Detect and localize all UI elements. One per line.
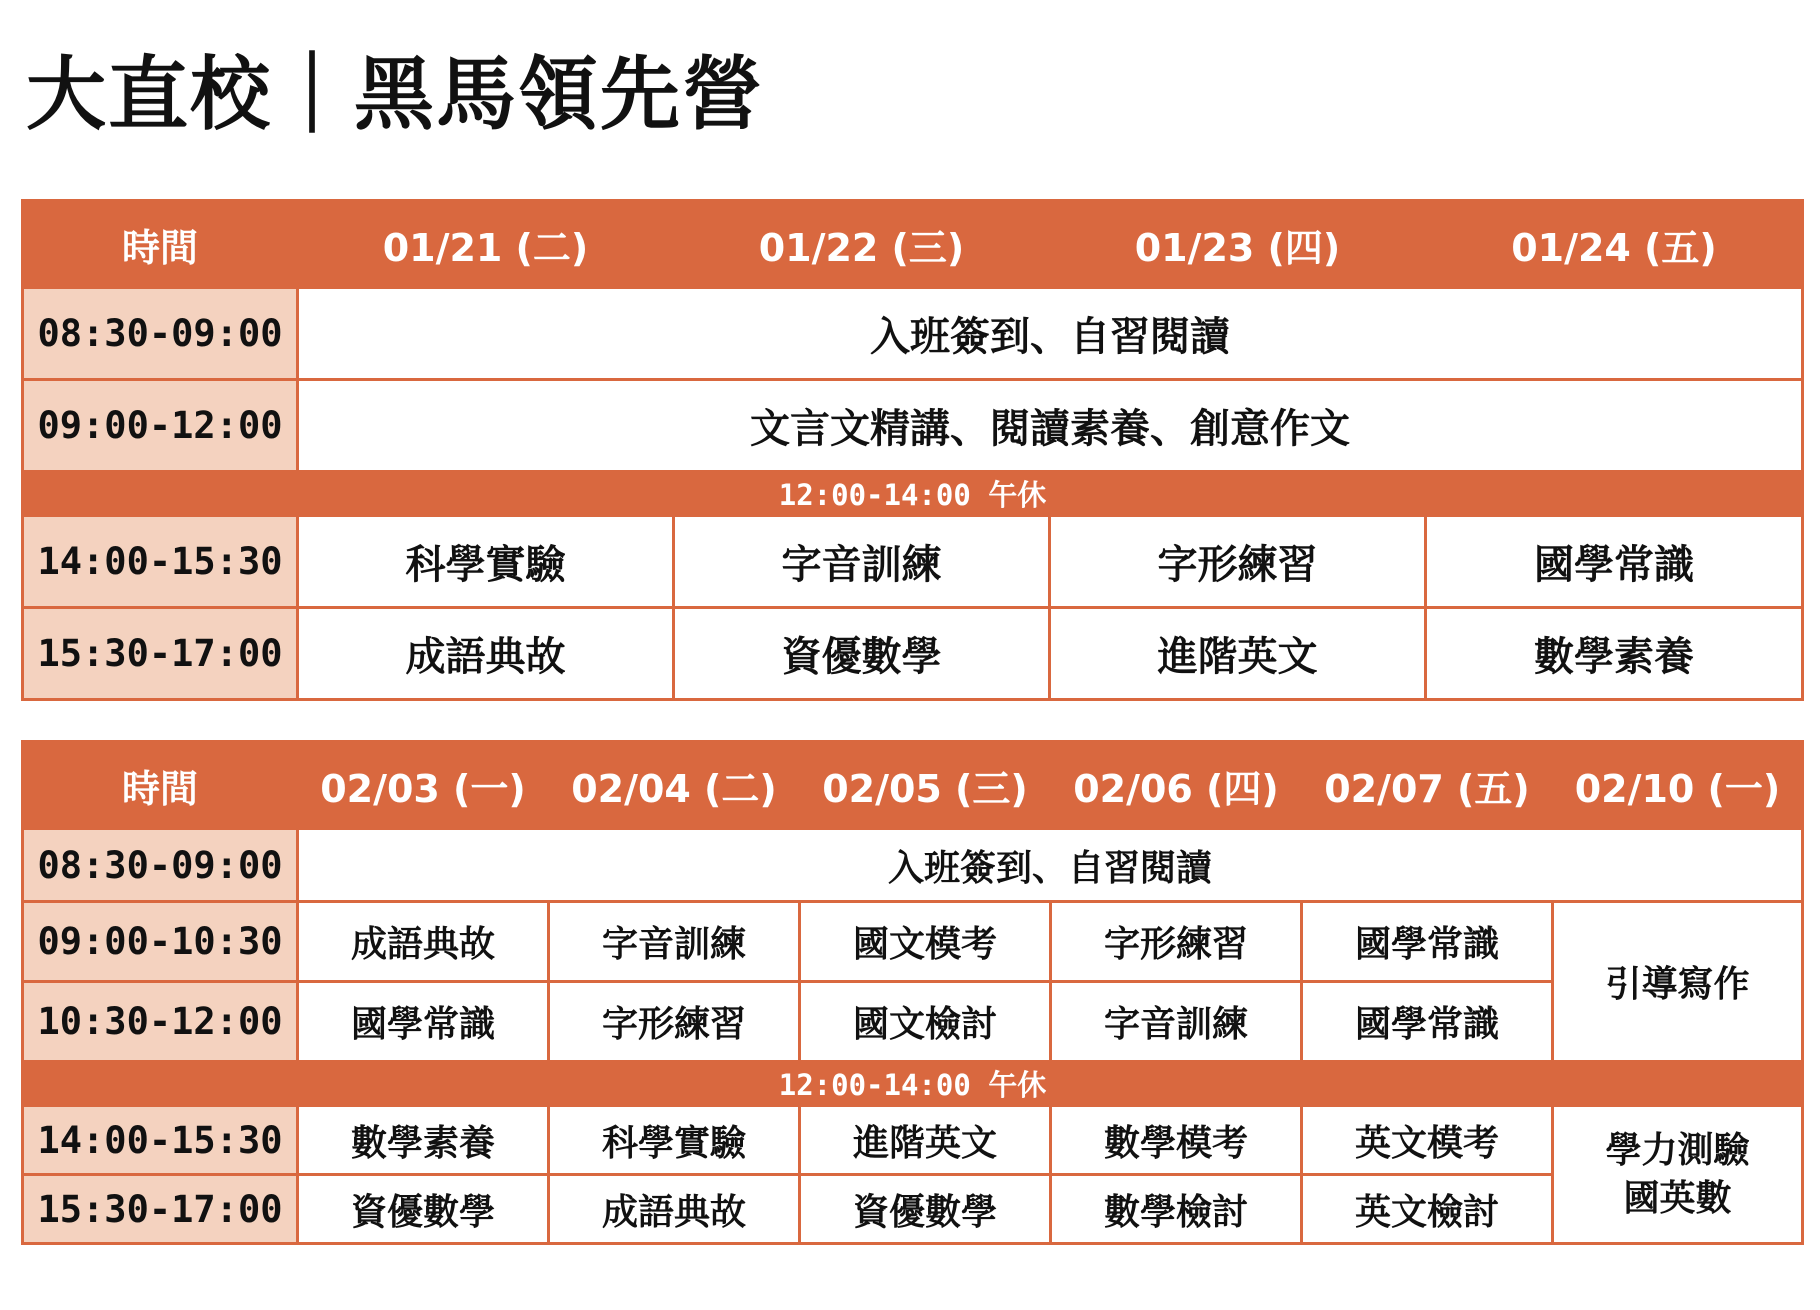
header-date: 01/22 (三) <box>674 201 1050 288</box>
table-row <box>23 608 1803 700</box>
table-row <box>23 902 1803 982</box>
class-cell: 字形練習 <box>549 982 800 1062</box>
header-date: 02/04 (二) <box>549 742 800 829</box>
header-date: 02/05 (三) <box>800 742 1051 829</box>
class-cell: 英文檢討 <box>1302 1175 1553 1244</box>
class-cell: 資優數學 <box>298 1175 549 1244</box>
table-row <box>23 982 1803 1062</box>
class-cell: 國學常識 <box>1302 902 1553 982</box>
table-row <box>23 1106 1803 1175</box>
class-cell: 科學實驗 <box>549 1106 800 1175</box>
class-cell: 成語典故 <box>298 902 549 982</box>
header-date: 01/23 (四) <box>1050 201 1426 288</box>
activity-cell: 入班簽到、自習閱讀 <box>298 288 1803 380</box>
table-row <box>23 380 1803 472</box>
header-row <box>23 201 1803 288</box>
class-cell: 字形練習 <box>1050 516 1426 608</box>
class-cell: 數學檢討 <box>1051 1175 1302 1244</box>
time-slot: 15:30-17:00 <box>23 1175 298 1244</box>
activity-cell: 文言文精講、閱讀素養、創意作文 <box>298 380 1803 472</box>
class-cell: 字形練習 <box>1051 902 1302 982</box>
header-time: 時間 <box>23 201 298 288</box>
header-date: 02/10 (一) <box>1553 742 1803 829</box>
class-cell: 資優數學 <box>800 1175 1051 1244</box>
time-slot: 09:00-12:00 <box>23 380 298 472</box>
assessment-title: 學力測驗 <box>1605 1129 1750 1171</box>
header-date: 02/07 (五) <box>1302 742 1553 829</box>
header-date: 02/06 (四) <box>1051 742 1302 829</box>
lunch-row <box>23 472 1803 516</box>
page-title: 大直校｜黑馬領先營 <box>26 48 764 141</box>
table-row <box>23 1175 1803 1244</box>
assessment-cell <box>1553 1106 1803 1244</box>
class-cell: 成語典故 <box>549 1175 800 1244</box>
class-cell: 進階英文 <box>800 1106 1051 1175</box>
time-slot: 15:30-17:00 <box>23 608 298 700</box>
class-cell: 成語典故 <box>298 608 674 700</box>
class-cell: 資優數學 <box>674 608 1050 700</box>
class-cell: 國學常識 <box>1302 982 1553 1062</box>
time-slot: 14:00-15:30 <box>23 516 298 608</box>
time-slot: 08:30-09:00 <box>23 829 298 902</box>
table-row <box>23 288 1803 380</box>
class-cell: 英文模考 <box>1302 1106 1553 1175</box>
class-cell: 數學素養 <box>298 1106 549 1175</box>
time-slot: 14:00-15:30 <box>23 1106 298 1175</box>
header-row <box>23 742 1803 829</box>
lunch-row <box>23 1062 1803 1106</box>
activity-cell: 入班簽到、自習閱讀 <box>298 829 1803 902</box>
class-cell: 字音訓練 <box>1051 982 1302 1062</box>
class-cell: 科學實驗 <box>298 516 674 608</box>
time-slot: 08:30-09:00 <box>23 288 298 380</box>
schedule-table-week2 <box>21 740 1804 1245</box>
assessment-subjects: 國英數 <box>1623 1177 1732 1219</box>
header-date: 01/24 (五) <box>1426 201 1803 288</box>
class-cell: 字音訓練 <box>549 902 800 982</box>
class-cell: 國學常識 <box>1426 516 1803 608</box>
class-cell: 數學模考 <box>1051 1106 1302 1175</box>
lunch-break: 12:00-14:00 午休 <box>23 472 1803 516</box>
class-cell: 進階英文 <box>1050 608 1426 700</box>
class-cell: 國文模考 <box>800 902 1051 982</box>
class-cell: 國學常識 <box>298 982 549 1062</box>
header-time: 時間 <box>23 742 298 829</box>
class-cell: 國文檢討 <box>800 982 1051 1062</box>
header-date: 01/21 (二) <box>298 201 674 288</box>
table-row <box>23 516 1803 608</box>
lunch-break: 12:00-14:00 午休 <box>23 1062 1803 1106</box>
schedule-table-week1 <box>21 199 1804 701</box>
time-slot: 10:30-12:00 <box>23 982 298 1062</box>
class-cell: 數學素養 <box>1426 608 1803 700</box>
writing-guide-cell: 引導寫作 <box>1553 902 1803 1062</box>
time-slot: 09:00-10:30 <box>23 902 298 982</box>
table-row <box>23 829 1803 902</box>
class-cell: 字音訓練 <box>674 516 1050 608</box>
header-date: 02/03 (一) <box>298 742 549 829</box>
